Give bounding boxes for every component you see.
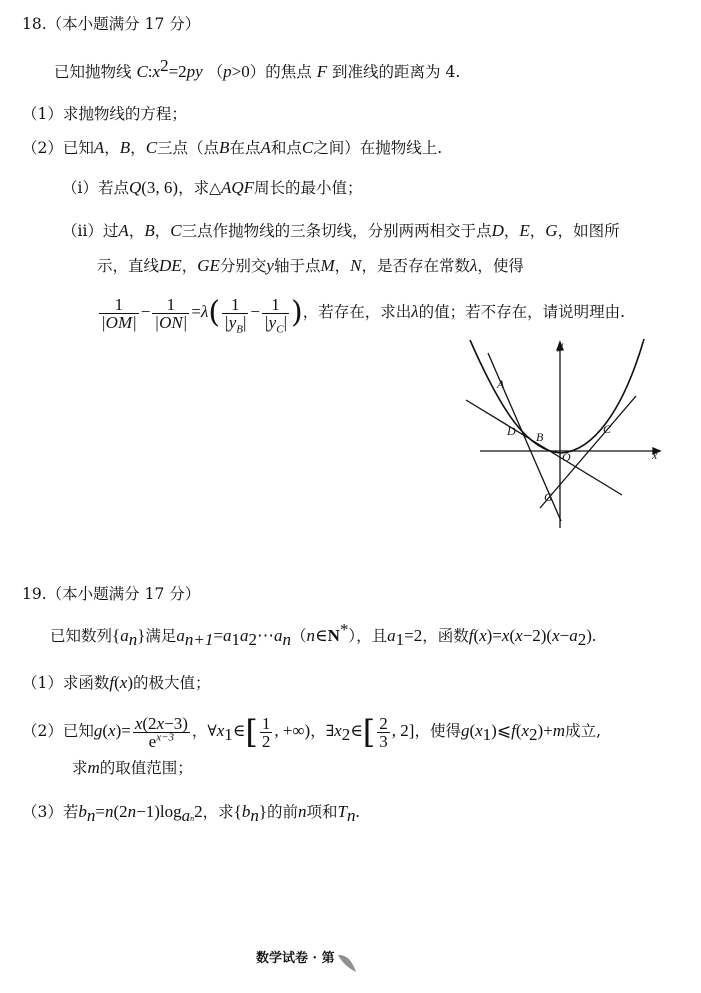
smudge-mark: [336, 952, 358, 974]
text: ，: [529, 222, 546, 240]
math-plus: )+: [537, 721, 553, 740]
abs-close: |: [243, 312, 247, 332]
paren: ): [127, 673, 133, 692]
math-B: B: [119, 138, 131, 157]
q19-number: 19.: [22, 585, 47, 603]
math-lambda: λ: [411, 302, 419, 321]
math-Q-coords: (3, 6): [141, 178, 179, 197]
math-a: a: [273, 626, 283, 645]
q18-header: （本小题满分 17 分）: [46, 15, 201, 33]
sub-n: n: [282, 630, 291, 650]
math-leq: )⩽: [491, 721, 512, 740]
text: ，如图所: [557, 222, 620, 240]
math-b: b: [241, 802, 251, 821]
paren-open: （: [207, 63, 224, 81]
math-end: ).: [586, 626, 597, 645]
text: （3）若: [22, 803, 79, 821]
text: （2）已知: [22, 722, 94, 740]
frac-den-OM: |OM|: [101, 312, 137, 332]
math-eq-2: =2: [404, 626, 423, 645]
text: 分别交: [219, 257, 267, 275]
math-N: N: [350, 256, 362, 275]
math-f: f: [109, 673, 115, 692]
sub-1: 1: [224, 725, 233, 745]
text: （ii）过: [62, 222, 119, 240]
text: ，求△: [178, 179, 221, 197]
math-m: m: [87, 758, 100, 777]
fraction-1-2: [260, 715, 273, 750]
text: ，是否存在常数: [361, 257, 470, 275]
text: ，: [130, 139, 146, 157]
frac-den-ON: |ON|: [154, 312, 188, 332]
math-B: B: [219, 138, 230, 157]
sub-n1: n+1: [184, 630, 214, 650]
text: 周长的最小值；: [254, 179, 363, 197]
text: （i）若点: [62, 179, 129, 197]
label-D: D: [507, 424, 516, 438]
math-x: x: [552, 626, 560, 645]
text: 的值；若不存在，请说明理由.: [418, 303, 626, 321]
math-GE: GE: [197, 256, 220, 275]
math-lambda: λ: [470, 256, 478, 275]
text: ，若存在，求出: [302, 303, 412, 321]
paren: (: [515, 721, 522, 740]
math-2: 2: [194, 802, 203, 821]
math-x: x: [515, 626, 523, 645]
math-exp-2: 2: [160, 55, 169, 75]
math-A: A: [118, 221, 129, 240]
text: 和点: [270, 139, 302, 157]
q18-stem: [54, 55, 461, 84]
abs-close: |: [283, 312, 287, 332]
math-p: p: [223, 62, 232, 81]
sup-star: *: [339, 619, 349, 639]
text: 成立,: [565, 722, 601, 740]
sub-n: n: [128, 630, 138, 650]
math-x: x: [334, 721, 342, 740]
frac-num: 1: [152, 296, 189, 314]
q18-part2-ii-line3: [97, 294, 626, 335]
q18-part2: [22, 136, 442, 160]
text: 在点: [229, 139, 261, 157]
sub-n: n: [250, 806, 259, 826]
text: ，函数: [422, 627, 469, 645]
q19-part1: [22, 671, 211, 695]
q19-stem: [50, 619, 597, 650]
label-A: A: [497, 377, 505, 391]
frac-num: 1: [99, 296, 139, 314]
sub-C: C: [276, 322, 284, 335]
paren: (: [473, 626, 480, 645]
q18-number: 18.: [22, 15, 47, 33]
q19-part2-line2: [72, 756, 193, 780]
math-m: m: [552, 721, 566, 740]
sub-sub-n: n: [190, 814, 195, 824]
q19-header: （本小题满分 17 分）: [46, 585, 201, 603]
math-x: x: [134, 713, 143, 733]
paren: (: [102, 721, 109, 740]
math-a: a: [239, 626, 249, 645]
big-paren-open: (: [208, 295, 221, 330]
label-B: B: [536, 430, 544, 444]
label-y: y: [558, 338, 564, 352]
math-Q: Q: [128, 178, 142, 197]
math-M: M: [320, 256, 335, 275]
math-x: x: [475, 721, 483, 740]
q19-part2-line1: [22, 712, 601, 750]
text: ，使得: [477, 257, 524, 275]
sub-2: 2: [577, 630, 587, 650]
math-x: x: [119, 673, 128, 692]
text: 轴于点: [273, 257, 321, 275]
math-AQF: AQF: [221, 178, 255, 197]
brace-open: {: [112, 626, 121, 645]
q18-stem-text: 到准线的距离为 4.: [332, 63, 461, 81]
math-N: N: [327, 626, 340, 645]
text: ，∃: [310, 722, 335, 740]
math-x: x: [479, 626, 487, 645]
math-D: D: [491, 221, 504, 240]
math-x: x: [108, 721, 116, 740]
math-gt0: >0: [231, 62, 250, 81]
text: 的取值范围；: [99, 759, 193, 777]
q18-part2-ii-line2: [97, 254, 524, 278]
math-minus: −: [559, 626, 570, 645]
math-equals: =: [213, 626, 223, 645]
math-a: a: [120, 626, 129, 645]
frac-num: 1: [262, 296, 289, 314]
math-2: (2: [113, 802, 128, 821]
text: 已知数列: [50, 627, 113, 645]
math-in: ∈: [314, 626, 328, 645]
abs-y: |y: [264, 312, 277, 332]
math-C: C: [301, 138, 314, 157]
fraction-1-over-yC: [262, 294, 289, 335]
label-O: O: [562, 450, 571, 464]
math-x: x: [521, 721, 530, 740]
math-a: a: [222, 626, 232, 645]
sub-2: 2: [529, 725, 538, 745]
q18-heading: [22, 12, 200, 36]
sub-B: B: [236, 322, 243, 335]
math-b: b: [78, 802, 87, 821]
frac-den: 2: [261, 731, 271, 751]
math-x: x: [216, 721, 225, 740]
parabola-curve: [470, 339, 644, 453]
frac-num: 1: [222, 296, 248, 314]
math-e: e: [148, 731, 157, 751]
math-f: f: [468, 626, 474, 645]
fraction-1-over-yB: [222, 294, 248, 335]
brace-close: }: [258, 802, 267, 821]
q18-part2-i: [62, 176, 363, 200]
text: 的极大值；: [133, 674, 211, 692]
text: ，: [503, 222, 520, 240]
text: （1）求函数: [22, 674, 110, 692]
math-F: F: [316, 62, 328, 81]
text: 的前: [266, 803, 298, 821]
sub-a: a: [181, 806, 191, 826]
math-x: x: [152, 62, 161, 81]
text: 求: [72, 759, 88, 777]
q18-stem-text: 已知抛物线: [54, 63, 132, 81]
math-n: n: [306, 626, 315, 645]
sup-x-3: x−3: [156, 730, 175, 743]
text: 示，直线: [97, 257, 160, 275]
math-lambda: λ: [200, 302, 209, 321]
fraction-1-over-ON: [152, 296, 189, 331]
sub-1: 1: [482, 725, 492, 745]
label-G: G: [544, 490, 553, 504]
label-C: C: [603, 422, 612, 436]
math-equals: =: [95, 802, 105, 821]
math-a: a: [387, 626, 396, 645]
math-g: g: [460, 721, 470, 740]
math-f: f: [511, 721, 516, 740]
math-a: a: [176, 626, 185, 645]
text: ，: [128, 222, 145, 240]
math-minus: −: [250, 302, 260, 321]
math-n: n: [127, 802, 137, 821]
math-log: −1)log: [136, 802, 182, 821]
math-equals: =: [191, 302, 201, 321]
math-close-eq: )=: [486, 626, 502, 645]
text: ，求: [202, 803, 234, 821]
math-C: C: [145, 138, 158, 157]
paren: (: [469, 721, 476, 740]
q18-stem-text: ）的焦点: [249, 63, 312, 81]
sub-1: 1: [231, 630, 240, 650]
fraction-2-3: [377, 715, 390, 750]
math-x: x: [501, 626, 510, 645]
math-2: (2: [142, 713, 157, 733]
label-x: x: [652, 448, 658, 462]
interval-end: , 2]: [391, 721, 415, 740]
text: 之间）在抛物线上.: [313, 139, 443, 157]
math-minus2: −2)(: [522, 626, 553, 645]
fraction-g-of-x: [133, 715, 190, 750]
q18-part2-ii-line1: [62, 219, 620, 243]
math-in: ∈: [232, 721, 246, 740]
math-colon: :: [147, 62, 153, 81]
math-G: G: [545, 221, 558, 240]
text: ），且: [348, 627, 388, 645]
text: ，: [334, 257, 351, 275]
big-paren-close: ): [290, 295, 303, 330]
text: ，: [154, 222, 171, 240]
abs-y: |y: [224, 312, 237, 332]
math-minus: −: [140, 302, 151, 321]
sub-1: 1: [395, 630, 405, 650]
interval-end: , +∞): [274, 721, 311, 740]
math-minus3: −3): [164, 713, 188, 733]
paren-open: （: [290, 627, 307, 645]
period: .: [355, 802, 360, 821]
math-A: A: [93, 138, 105, 157]
math-close-eq: )=: [115, 721, 131, 740]
text: ，: [104, 139, 120, 157]
math-eq-2: =2: [168, 62, 187, 81]
parabola-tangent-figure: [458, 333, 678, 531]
brace-close: }: [137, 626, 146, 645]
math-E: E: [519, 221, 530, 240]
sub-n: n: [86, 806, 96, 826]
paren: (: [114, 673, 120, 692]
math-C: C: [170, 221, 182, 240]
math-cdots: ⋯: [256, 626, 274, 645]
math-C: C: [136, 62, 148, 81]
text: ，使得: [414, 722, 461, 740]
text: 三点（点: [157, 139, 220, 157]
q19-heading: [22, 582, 200, 606]
text: （2）已知: [22, 139, 94, 157]
math-n: n: [298, 802, 307, 821]
frac-num: 2: [379, 713, 388, 733]
math-A: A: [260, 138, 271, 157]
fraction-1-over-OM: [99, 296, 139, 331]
bracket-open: [: [362, 713, 376, 751]
math-T: T: [337, 802, 347, 821]
math-y: y: [266, 256, 274, 275]
text: 满足: [145, 627, 177, 645]
text: ，: [181, 257, 198, 275]
frac-num: 1: [261, 713, 271, 733]
brace-open: {: [233, 802, 242, 821]
q19-part3: [22, 800, 360, 824]
math-x: x: [156, 713, 165, 733]
sub-2: 2: [248, 630, 257, 650]
sub-2: 2: [341, 725, 351, 745]
math-B: B: [144, 221, 155, 240]
page-footer: 数学试卷 · 第: [256, 951, 335, 966]
q18-part1: （1）求抛物线的方程；: [22, 105, 187, 123]
math-in: ∈: [350, 721, 363, 740]
math-g: g: [93, 721, 103, 740]
math-py: py: [186, 62, 203, 81]
text: 三点作抛物线的三条切线，分别两两相交于点: [181, 222, 492, 240]
math-n: n: [104, 802, 114, 821]
frac-den: 3: [379, 731, 388, 751]
math-a: a: [569, 626, 578, 645]
sub-n: n: [346, 806, 356, 826]
bracket-open: [: [245, 713, 258, 751]
text: 项和: [306, 803, 338, 821]
math-DE: DE: [159, 256, 182, 275]
text: ，∀: [191, 722, 217, 740]
paren: (: [509, 626, 516, 645]
